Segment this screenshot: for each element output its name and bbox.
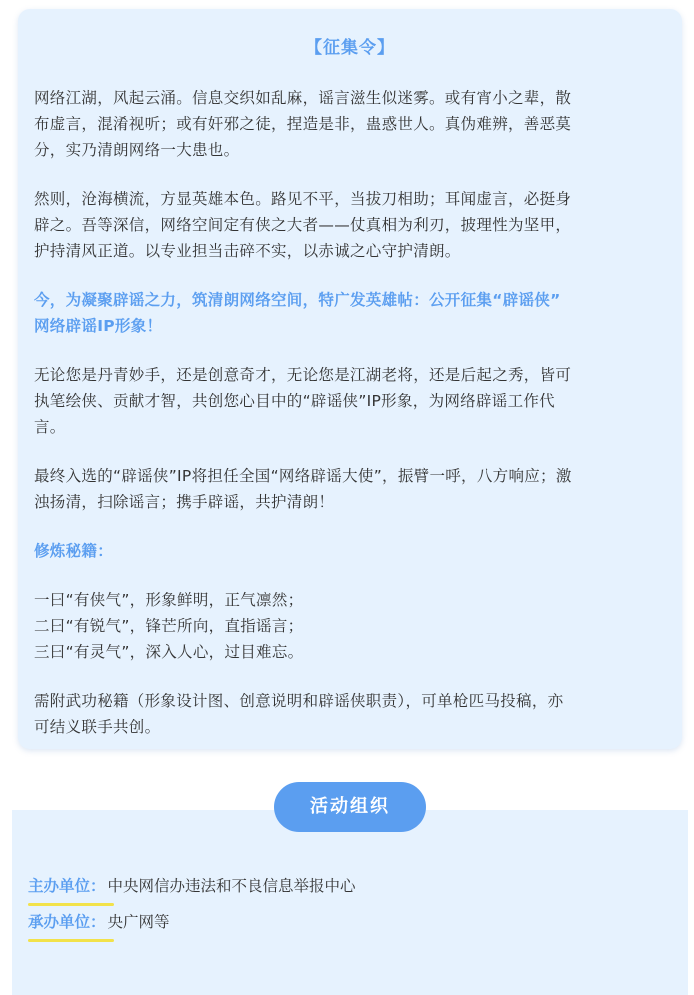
text-line: 修炼秘籍： <box>34 542 114 560</box>
notice-card <box>18 9 682 749</box>
text-line: 浊扬清，扫除谣言；携手辟谣，共护清朗！ <box>34 493 335 511</box>
text-line: 布虚言，混淆视听；或有奸邪之徒，捏造是非，蛊惑世人。真伪难辨，善恶莫 <box>34 115 572 133</box>
text-line: 今，为凝聚辟谣之力，筑清朗网络空间，特广发英雄帖：公开征集“辟谣侠” <box>34 291 561 309</box>
text-line: 辟之。吾等深信，网络空间定有侠之大者——仗真相为利刃，披理性为坚甲， <box>34 216 572 234</box>
text-line: 网络江湖，风起云涌。信息交织如乱麻，谣言滋生似迷雾。或有宵小之辈，散 <box>34 89 572 107</box>
text-line: 护持清风正道。以专业担当击碎不实，以赤诚之心守护清朗。 <box>34 242 461 260</box>
co-organizer-value: 央广网等 <box>107 913 170 931</box>
paragraph-heroes <box>34 186 666 264</box>
paragraph-submission <box>34 688 666 740</box>
text-line: 言。 <box>34 418 66 436</box>
requirement-item: 二曰“有锐气”，锋芒所向，直指谣言； <box>34 617 304 635</box>
requirement-item: 三曰“有灵气”，深入人心，过目难忘。 <box>34 643 304 661</box>
paragraph-ambassador <box>34 463 666 515</box>
text-line: 网络辟谣IP形象！ <box>34 317 163 335</box>
text-line: 最终入选的“辟谣侠”IP将担任全国“网络辟谣大使”，振臂一呼，八方响应；激 <box>34 467 572 485</box>
text-line: 可结义联手共创。 <box>34 718 161 736</box>
notice-title: 【征集令】 <box>305 38 395 58</box>
text-line: 然则，沧海横流，方显英雄本色。路见不平，当拔刀相助；耳闻虚言，必挺身 <box>34 190 572 208</box>
requirements-list <box>34 587 666 665</box>
organizer-label: 主办单位： <box>28 874 106 900</box>
paragraph-intro <box>34 85 666 163</box>
co-organizer-row <box>28 910 688 936</box>
co-organizer-label: 承办单位： <box>28 910 106 936</box>
requirements-heading <box>34 538 666 564</box>
organizer-row <box>28 874 688 900</box>
text-line: 分，实乃清朗网络一大患也。 <box>34 141 240 159</box>
organization-title-badge: 活动组织 <box>274 782 426 832</box>
paragraph-call-to-action <box>34 287 666 339</box>
requirement-item: 一曰“有侠气”，形象鲜明，正气凛然； <box>34 591 304 609</box>
text-line: 无论您是丹青妙手，还是创意奇才，无论您是江湖老将，还是后起之秀，皆可 <box>34 366 572 384</box>
organization-panel <box>12 810 688 995</box>
organizer-value: 中央网信办违法和不良信息举报中心 <box>107 877 356 895</box>
text-line: 需附武功秘籍（形象设计图、创意说明和辟谣侠职责），可单枪匹马投稿，亦 <box>34 692 564 710</box>
text-line: 执笔绘侠、贡献才智，共创您心目中的“辟谣侠”IP形象，为网络辟谣工作代 <box>34 392 555 410</box>
paragraph-eligibility <box>34 362 666 440</box>
